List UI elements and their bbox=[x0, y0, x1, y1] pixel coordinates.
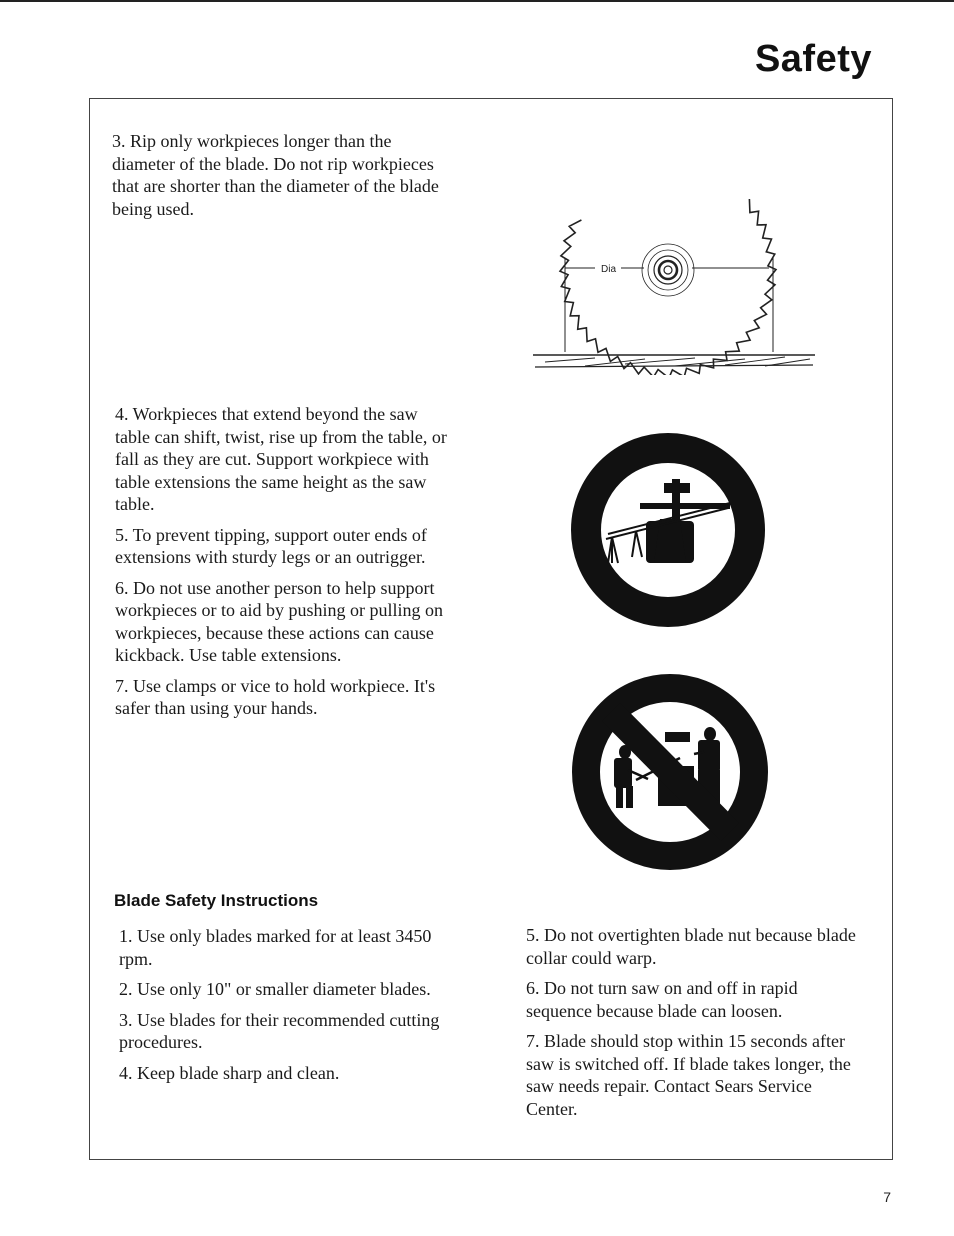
safety-item-4-text: 4. Workpieces that extend beyond the saw table can shift, twist, rise up from the table, or fall as they are cut. Support workpiece with table extensions the same height as the saw table. bbox=[115, 404, 447, 514]
blade-item-5-text: 5. Do not overtighten blade nut because blade collar could warp. bbox=[526, 925, 856, 968]
safety-item-3 bbox=[112, 130, 442, 228]
page-number: 7 bbox=[883, 1189, 891, 1205]
blade-safety-right bbox=[526, 924, 861, 1128]
safety-item-3-text: 3. Rip only workpieces longer than the diameter of the blade. Do not rip workpieces that are shorter than the diameter of the blade being used. bbox=[112, 131, 439, 219]
saw-blade-diameter-icon bbox=[525, 160, 825, 375]
helper-person-prohibited-icon bbox=[570, 674, 770, 874]
blade-safety-left bbox=[119, 925, 464, 1092]
blade-item-2-text: 2. Use only 10" or smaller diameter blades. bbox=[119, 979, 431, 999]
blade-item-4-text: 4. Keep blade sharp and clean. bbox=[119, 1062, 340, 1083]
safety-item-6-text: 6. Do not use another person to help support workpieces or to aid by pushing or pulling on workpieces, because these actions can cause kickback. Use table extensions. bbox=[115, 577, 443, 665]
table-extension-correct-icon bbox=[568, 431, 768, 631]
page-title: Safety bbox=[754, 38, 872, 80]
safety-item-7-text: 7. Use clamps or vice to hold workpiece. It's safer than using your hands. bbox=[115, 675, 436, 718]
blade-item-6-text: 6. Do not turn saw on and off in rapid sequence because blade can loosen. bbox=[526, 978, 798, 1021]
top-rule bbox=[0, 0, 954, 2]
blade-item-1-text: 1. Use only blades marked for at least 3450 rpm. bbox=[119, 926, 432, 969]
safety-items-group bbox=[115, 403, 457, 728]
blade-safety-heading: Blade Safety Instructions bbox=[114, 891, 319, 910]
blade-item-7-text: 7. Blade should stop within 15 seconds after saw is switched off. If blade takes longer, the saw needs repair. Contact Sears Service Center. bbox=[526, 1031, 851, 1119]
safety-item-5-text: 5. To prevent tipping, support outer ends of extensions with sturdy legs or an outrigger. bbox=[115, 524, 427, 567]
blade-dia-label: Dia bbox=[601, 264, 617, 275]
blade-item-3-text: 3. Use blades for their recommended cutting procedures. bbox=[119, 1009, 440, 1052]
